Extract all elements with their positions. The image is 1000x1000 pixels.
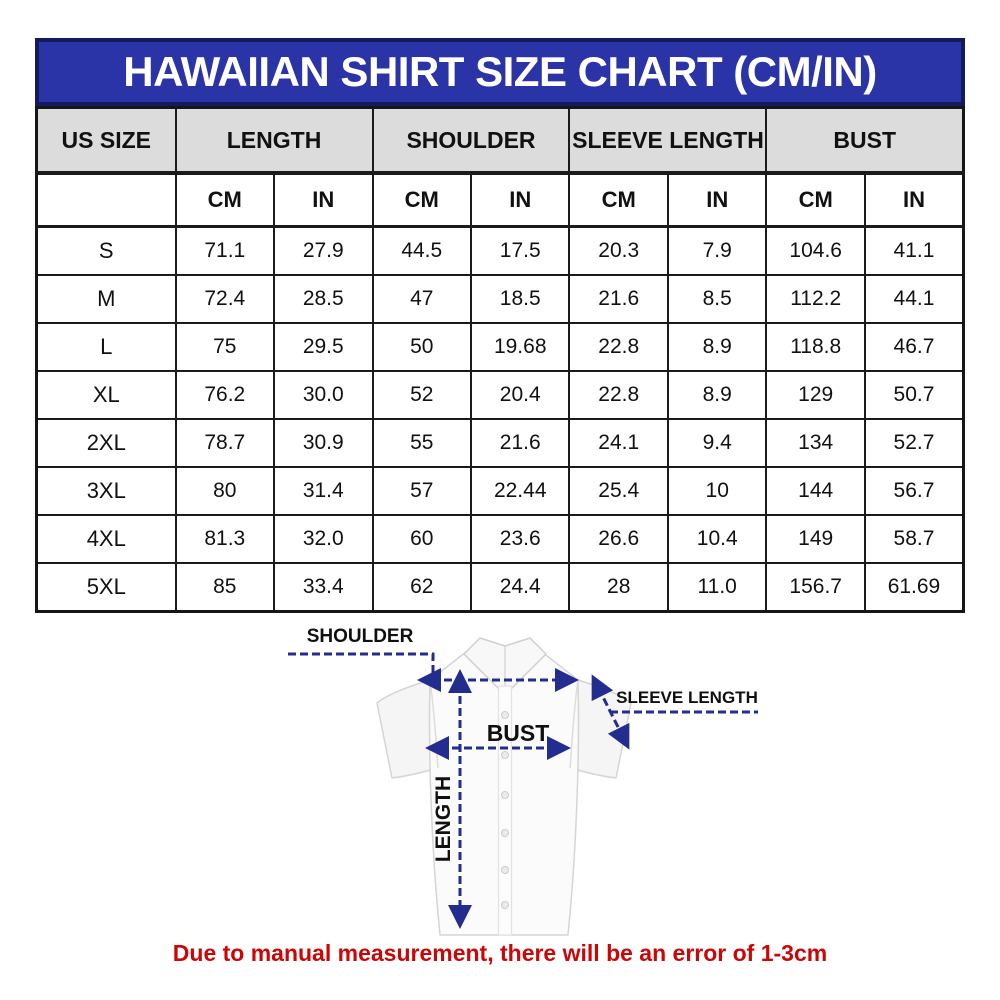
- column-header-bust: BUST: [766, 108, 963, 174]
- value-cell: 50: [373, 323, 471, 371]
- value-cell: 29.5: [274, 323, 372, 371]
- table-row: [37, 515, 964, 563]
- value-cell: 62: [373, 563, 471, 612]
- sleeve-length-label: SLEEVE LENGTH: [616, 688, 758, 707]
- value-cell: 8.9: [668, 371, 766, 419]
- value-cell: 30.0: [274, 371, 372, 419]
- size-cell: 2XL: [37, 419, 176, 467]
- value-cell: 118.8: [766, 323, 864, 371]
- table-row: [37, 275, 964, 323]
- value-cell: 8.9: [668, 323, 766, 371]
- size-cell: XL: [37, 371, 176, 419]
- value-cell: 46.7: [865, 323, 964, 371]
- title-banner: [35, 38, 965, 106]
- value-cell: 85: [176, 563, 274, 612]
- size-cell: 5XL: [37, 563, 176, 612]
- value-cell: 24.1: [569, 419, 667, 467]
- unit-header: IN: [471, 173, 569, 227]
- value-cell: 21.6: [471, 419, 569, 467]
- value-cell: 20.4: [471, 371, 569, 419]
- value-cell: 19.68: [471, 323, 569, 371]
- value-cell: 129: [766, 371, 864, 419]
- size-cell: M: [37, 275, 176, 323]
- value-cell: 33.4: [274, 563, 372, 612]
- value-cell: 47: [373, 275, 471, 323]
- measurement-error-note: Due to manual measurement, there will be an error of 1-3cm: [172, 940, 828, 966]
- column-header-length: LENGTH: [176, 108, 373, 174]
- value-cell: 27.9: [274, 227, 372, 276]
- table-row: [37, 419, 964, 467]
- value-cell: 18.5: [471, 275, 569, 323]
- value-cell: 134: [766, 419, 864, 467]
- shirt-graphic: [377, 638, 631, 935]
- value-cell: 44.1: [865, 275, 964, 323]
- table-row: [37, 563, 964, 612]
- value-cell: 76.2: [176, 371, 274, 419]
- value-cell: 7.9: [668, 227, 766, 276]
- header-row-groups: [37, 108, 964, 174]
- value-cell: 81.3: [176, 515, 274, 563]
- value-cell: 17.5: [471, 227, 569, 276]
- unit-header: CM: [373, 173, 471, 227]
- value-cell: 57: [373, 467, 471, 515]
- unit-header: CM: [569, 173, 667, 227]
- value-cell: 52.7: [865, 419, 964, 467]
- header-row-units: [37, 173, 964, 227]
- unit-header: CM: [766, 173, 864, 227]
- value-cell: 149: [766, 515, 864, 563]
- value-cell: 71.1: [176, 227, 274, 276]
- value-cell: 32.0: [274, 515, 372, 563]
- value-cell: 80: [176, 467, 274, 515]
- value-cell: 58.7: [865, 515, 964, 563]
- value-cell: 28.5: [274, 275, 372, 323]
- table-row: [37, 371, 964, 419]
- value-cell: 23.6: [471, 515, 569, 563]
- column-header-sleeve-length: SLEEVE LENGTH: [569, 108, 766, 174]
- value-cell: 104.6: [766, 227, 864, 276]
- value-cell: 22.8: [569, 323, 667, 371]
- value-cell: 56.7: [865, 467, 964, 515]
- value-cell: 28: [569, 563, 667, 612]
- value-cell: 26.6: [569, 515, 667, 563]
- table-row: [37, 323, 964, 371]
- value-cell: 21.6: [569, 275, 667, 323]
- size-cell: S: [37, 227, 176, 276]
- length-label: LENGTH: [432, 775, 455, 863]
- value-cell: 9.4: [668, 419, 766, 467]
- table-row: [37, 227, 964, 276]
- value-cell: 8.5: [668, 275, 766, 323]
- value-cell: 11.0: [668, 563, 766, 612]
- value-cell: 22.8: [569, 371, 667, 419]
- shirt-diagram: [280, 626, 800, 948]
- value-cell: 20.3: [569, 227, 667, 276]
- value-cell: 31.4: [274, 467, 372, 515]
- shoulder-leader-line: [288, 654, 433, 676]
- value-cell: 156.7: [766, 563, 864, 612]
- value-cell: 41.1: [865, 227, 964, 276]
- value-cell: 22.44: [471, 467, 569, 515]
- value-cell: 61.69: [865, 563, 964, 612]
- size-table: [35, 106, 965, 613]
- column-header-us-size: US SIZE: [37, 108, 176, 174]
- value-cell: 30.9: [274, 419, 372, 467]
- value-cell: 52: [373, 371, 471, 419]
- page-title: HAWAIIAN SHIRT SIZE CHART (CM/IN): [123, 48, 877, 95]
- value-cell: 112.2: [766, 275, 864, 323]
- size-cell: 4XL: [37, 515, 176, 563]
- unit-header: IN: [865, 173, 964, 227]
- value-cell: 10.4: [668, 515, 766, 563]
- value-cell: 75: [176, 323, 274, 371]
- size-cell: 3XL: [37, 467, 176, 515]
- table-row: [37, 467, 964, 515]
- shoulder-label: SHOULDER: [306, 626, 414, 647]
- value-cell: 24.4: [471, 563, 569, 612]
- corner-cell: [37, 173, 176, 227]
- value-cell: 78.7: [176, 419, 274, 467]
- column-header-shoulder: SHOULDER: [373, 108, 570, 174]
- value-cell: 50.7: [865, 371, 964, 419]
- unit-header: IN: [274, 173, 372, 227]
- unit-header: IN: [668, 173, 766, 227]
- value-cell: 144: [766, 467, 864, 515]
- size-cell: L: [37, 323, 176, 371]
- value-cell: 60: [373, 515, 471, 563]
- bust-label: BUST: [486, 720, 550, 746]
- value-cell: 72.4: [176, 275, 274, 323]
- unit-header: CM: [176, 173, 274, 227]
- value-cell: 10: [668, 467, 766, 515]
- value-cell: 44.5: [373, 227, 471, 276]
- value-cell: 55: [373, 419, 471, 467]
- value-cell: 25.4: [569, 467, 667, 515]
